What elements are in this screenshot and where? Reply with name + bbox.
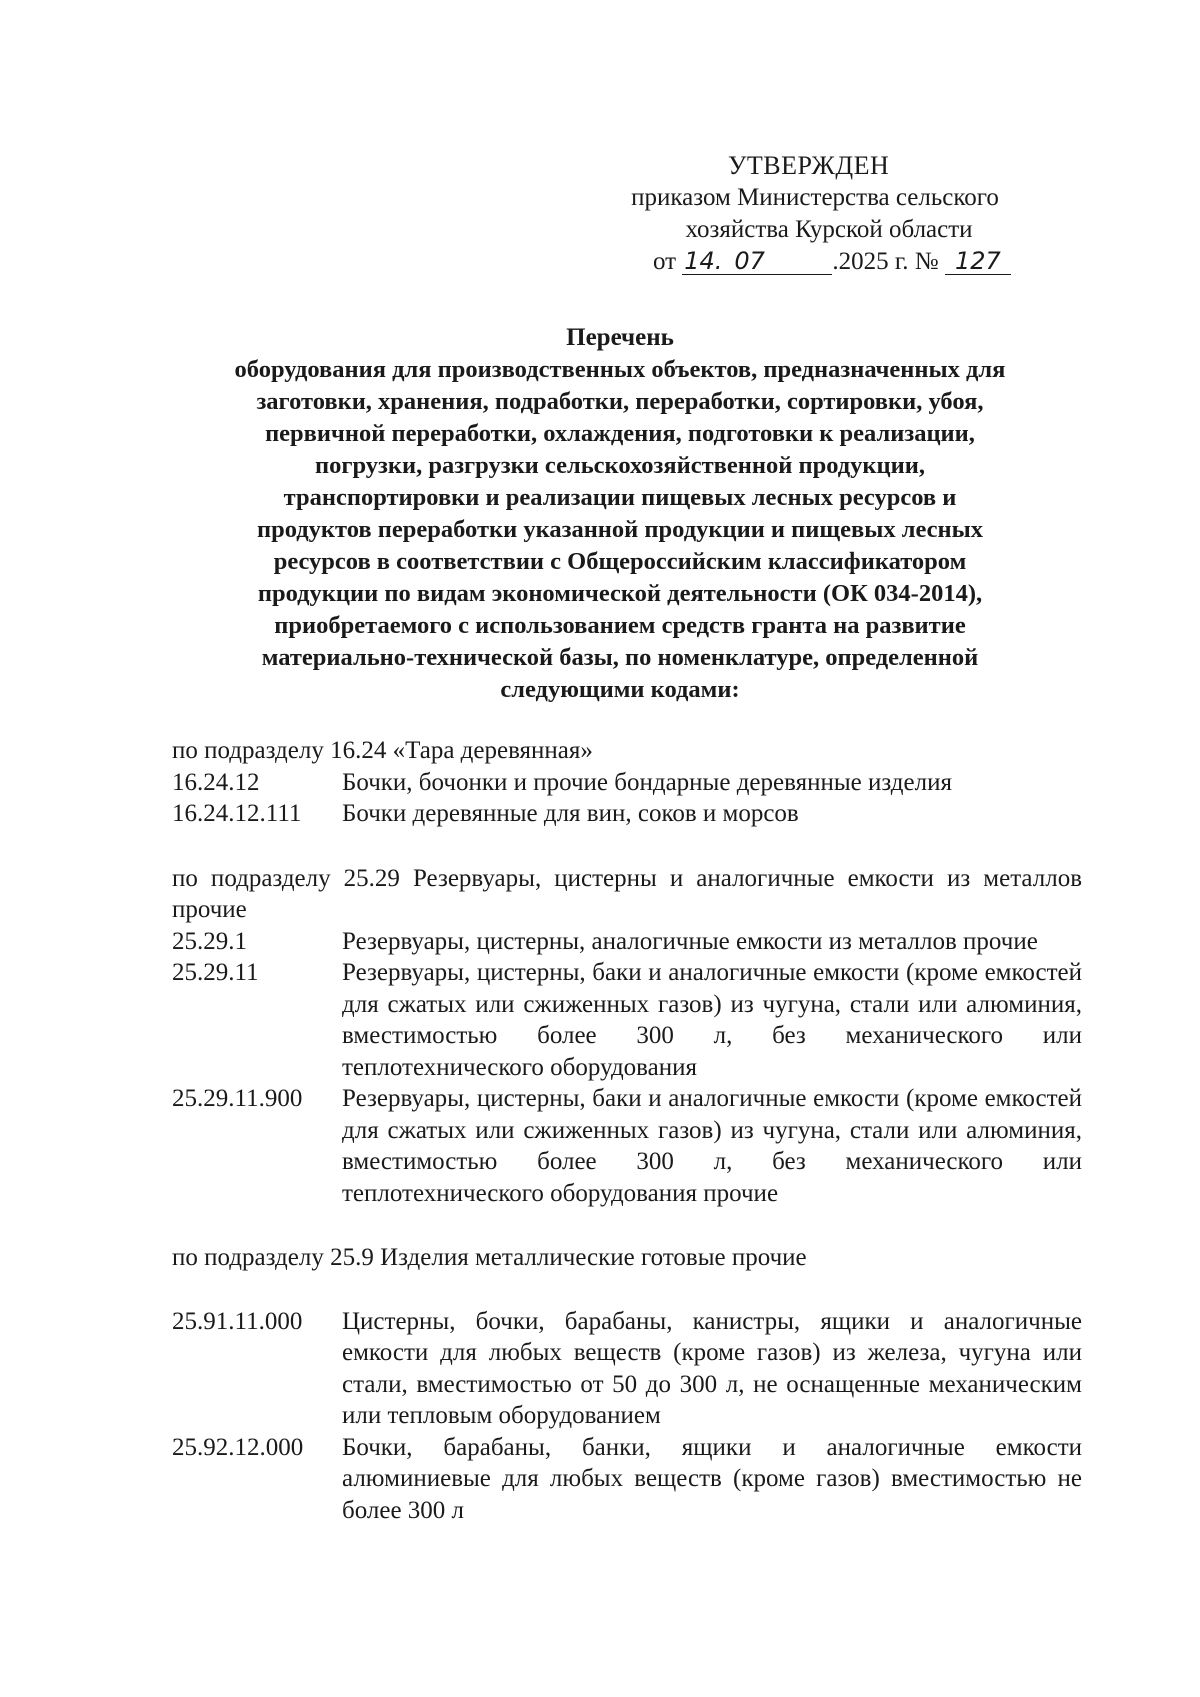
item-text: Бочки, барабаны, банки, ящики и аналогичные емкости алюминиевые для любых веществ (кроме газов) вместимостью не более 300 л — [342, 1433, 1082, 1524]
heading-line: первичной переработки, охлаждения, подготовки к реализации, — [265, 420, 975, 447]
section-intro: по подразделу 16.24 «Тара деревянная» — [172, 737, 593, 764]
heading-line: заготовки, хранения, подработки, переработки, сортировки, убоя, — [256, 388, 984, 415]
item-code: 25.29.11 — [172, 959, 259, 986]
approval-title: УТВЕРЖДЕН — [728, 151, 890, 180]
item-code: 25.91.11.000 — [172, 1307, 303, 1335]
item-code: 16.24.12 — [172, 768, 260, 796]
list-item — [172, 1306, 1082, 1432]
section-16-24 — [172, 735, 1082, 830]
heading-line: материально-технической базы, по номенклатуре, определенной — [261, 644, 979, 671]
order-number-handwritten: 127 — [945, 248, 1011, 275]
approval-block — [600, 150, 1030, 278]
item-code: 16.24.12.111 — [172, 800, 302, 827]
item-text: Резервуары, цистерны, баки и аналогичные емкости (кроме емкостей для сжатых или сжиженных газов) из чугуна, стали или алюминия, вместимостью более 300 л, без механического или теплотехнического оборудования — [342, 959, 1082, 1081]
document-heading — [165, 322, 1075, 706]
approval-line-1: приказом Министерства сельского — [631, 184, 999, 211]
heading-line: продукции по видам экономической деятельности (ОК 034-2014), — [257, 580, 983, 607]
list-item — [172, 1083, 1082, 1209]
section-intro: по подразделу 25.29 Резервуары, цистерны и аналогичные емкости из металлов прочие — [172, 864, 1082, 923]
list-item — [172, 957, 1082, 1083]
list-item — [172, 926, 1082, 958]
heading-line: ресурсов в соответствии с Общероссийским классификатором — [273, 548, 967, 575]
section-25-9 — [172, 1242, 1082, 1526]
item-text: Цистерны, бочки, барабаны, канистры, ящики и аналогичные емкости для любых веществ (кроме газов) из железа, чугуна или стали, вместимостью от 50 до 300 л, не оснащенные механическим или тепловым оборудованием — [342, 1307, 1082, 1429]
approval-date-line — [600, 246, 1030, 278]
heading-line: оборудования для производственных объектов, предназначенных для — [234, 356, 1006, 383]
section-intro: по подразделу 25.9 Изделия металлические готовые прочие — [172, 1244, 807, 1271]
list-item — [172, 798, 1082, 830]
heading-line: продуктов переработки указанной продукции и пищевых лесных — [256, 516, 983, 543]
item-text: Бочки, бочонки и прочие бондарные деревянные изделия — [342, 768, 952, 796]
item-text: Резервуары, цистерны, баки и аналогичные емкости (кроме емкостей для сжатых или сжиженных газов) из чугуна, стали или алюминия, вместимостью более 300 л, без механического или теплотехнического оборудования прочие — [342, 1085, 1082, 1207]
item-text: Резервуары, цистерны, аналогичные емкости из металлов прочие — [342, 927, 1038, 955]
list-item — [172, 767, 1082, 799]
item-text: Бочки деревянные для вин, соков и морсов — [342, 800, 799, 827]
item-code: 25.29.1 — [172, 927, 247, 955]
item-code: 25.29.11.900 — [172, 1085, 303, 1112]
approval-line-2: хозяйства Курской области — [685, 216, 973, 243]
heading-line: следующими кодами: — [500, 676, 740, 703]
date-month-handwritten: 07 — [724, 248, 832, 275]
date-year: .2025 г. № — [832, 248, 939, 275]
date-prefix: от — [653, 248, 677, 275]
list-item — [172, 1432, 1082, 1527]
heading-line: транспортировки и реализации пищевых лесных ресурсов и — [283, 484, 957, 511]
heading-line: погрузки, разгрузки сельскохозяйственной продукции, — [314, 452, 926, 479]
section-25-29 — [172, 863, 1082, 1210]
date-day-handwritten: 14. — [684, 247, 723, 275]
item-code: 25.92.12.000 — [172, 1433, 304, 1461]
heading-line: приобретаемого с использованием средств гранта на развитие — [274, 612, 966, 639]
document-body — [172, 735, 1082, 1526]
heading-title: Перечень — [566, 324, 674, 351]
